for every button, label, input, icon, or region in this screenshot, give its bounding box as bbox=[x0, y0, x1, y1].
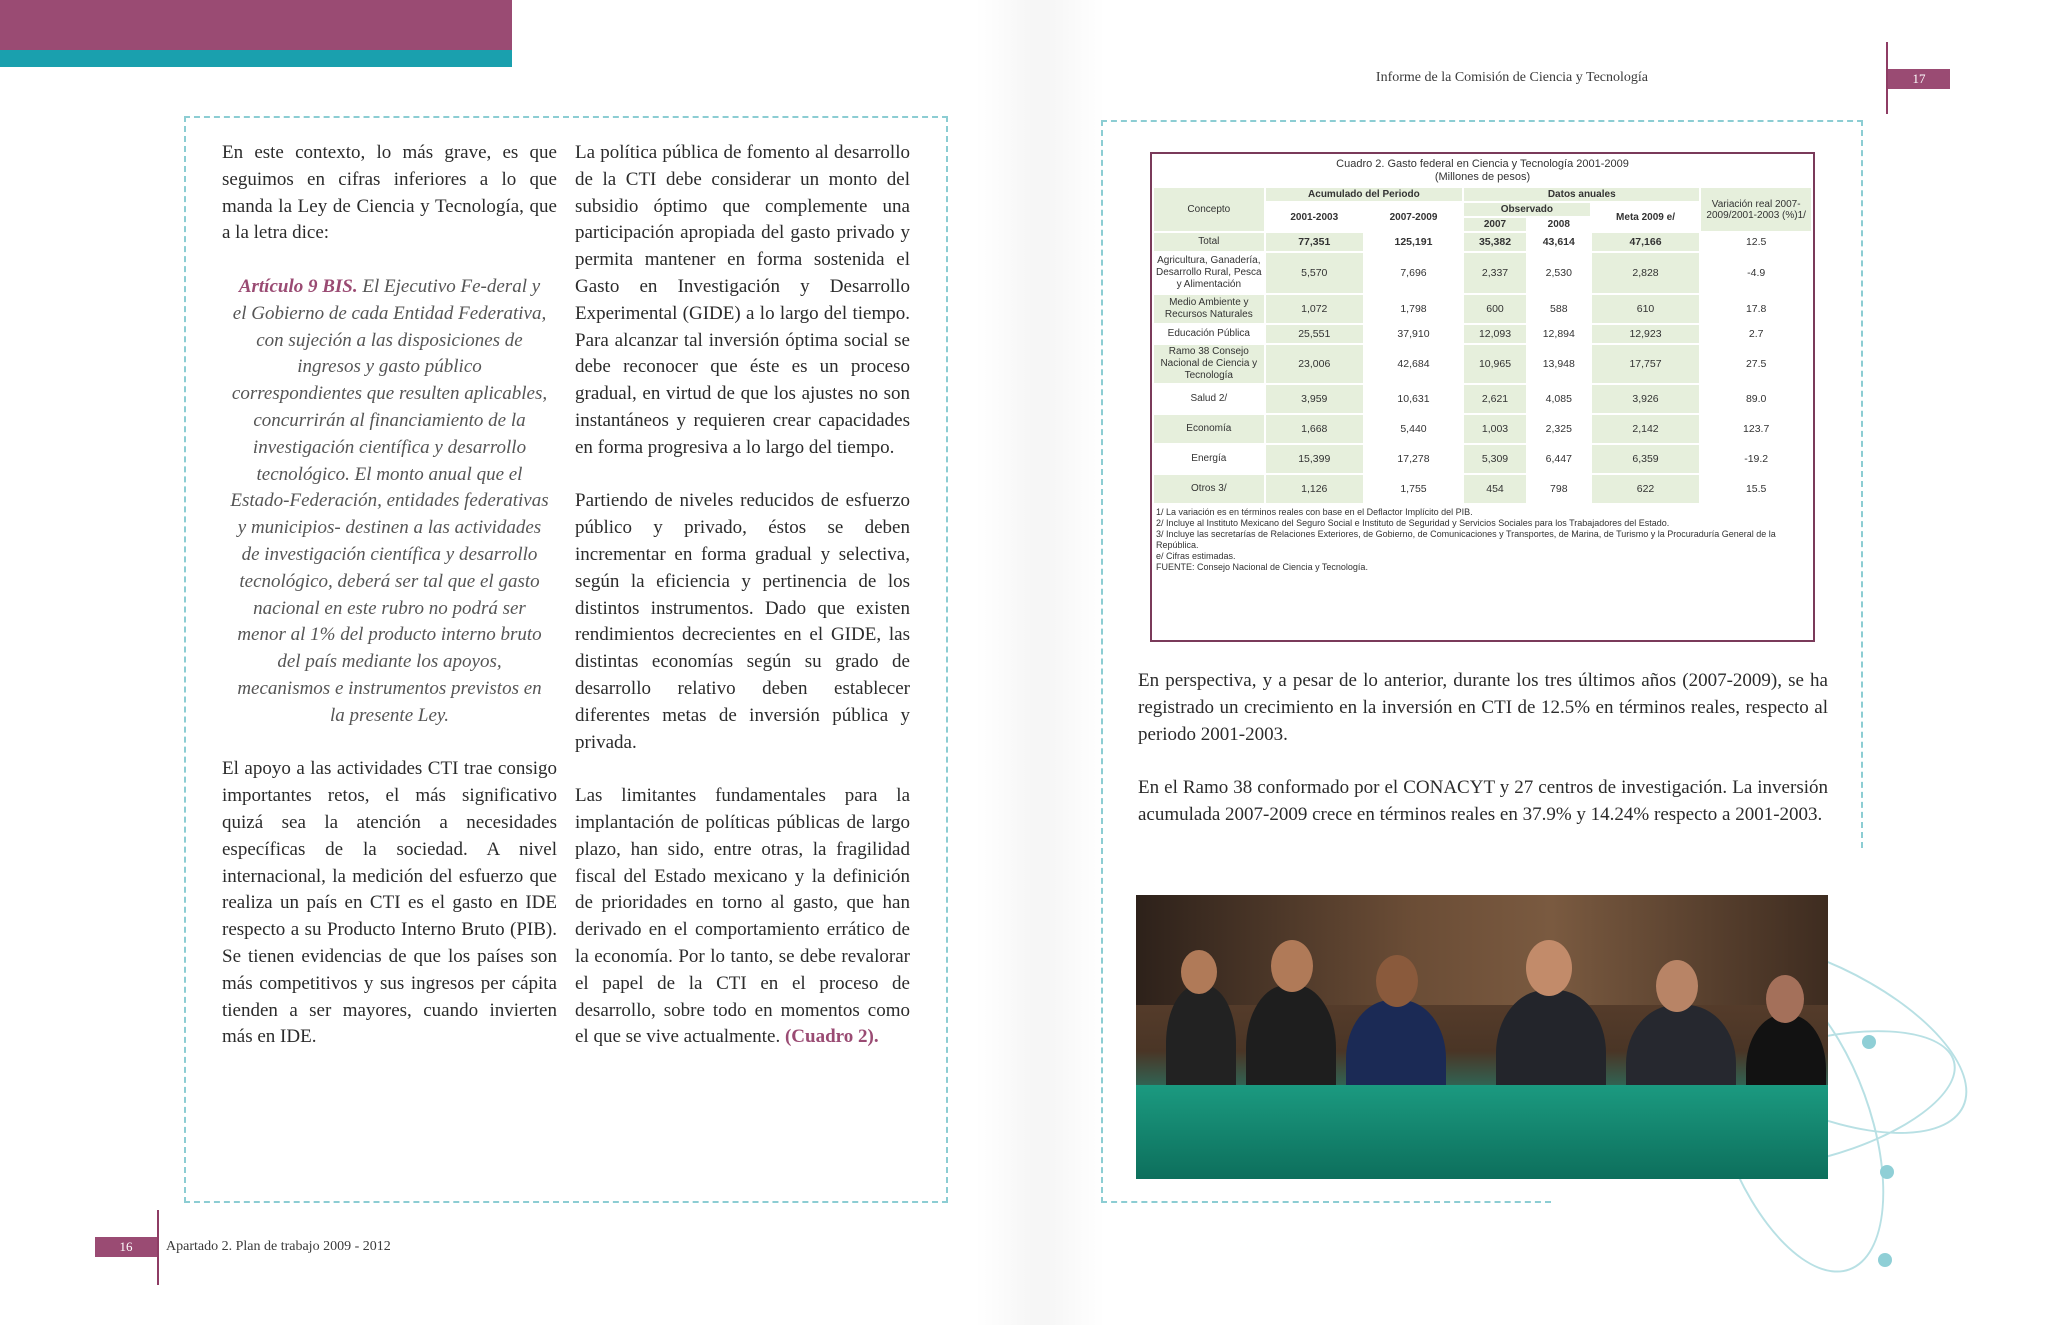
header-2007-2009: 2007-2009 bbox=[1365, 203, 1462, 231]
row-value: 23,006 bbox=[1266, 345, 1363, 383]
table-row bbox=[1154, 415, 1811, 443]
orbit-dot-2 bbox=[1880, 1165, 1894, 1179]
row-value: 622 bbox=[1592, 475, 1700, 503]
header-meta-2009: Meta 2009 e/ bbox=[1592, 203, 1700, 231]
table-row bbox=[1154, 475, 1811, 503]
text-column-3 bbox=[1138, 668, 1828, 856]
row-value: 10,965 bbox=[1464, 345, 1526, 383]
row-value: 1,072 bbox=[1266, 295, 1363, 323]
header-2001-2003: 2001-2003 bbox=[1266, 203, 1363, 231]
photo-tablecloth bbox=[1136, 1085, 1828, 1179]
row-value: 12,923 bbox=[1592, 325, 1700, 343]
header-concepto: Concepto bbox=[1154, 188, 1264, 231]
table-row bbox=[1154, 445, 1811, 473]
row-concept: Educación Pública bbox=[1154, 325, 1264, 343]
table-row bbox=[1154, 295, 1811, 323]
running-footer: Apartado 2. Plan de trabajo 2009 - 2012 bbox=[166, 1239, 391, 1254]
header-bar-teal bbox=[0, 50, 512, 67]
orbit-dot-1 bbox=[1862, 1035, 1876, 1049]
quote-label: Artículo 9 BIS. bbox=[238, 275, 358, 297]
table-row bbox=[1154, 385, 1811, 413]
row-value: 15,399 bbox=[1266, 445, 1363, 473]
table-notes bbox=[1152, 505, 1813, 575]
table-row bbox=[1154, 325, 1811, 343]
row-value: 600 bbox=[1464, 295, 1526, 323]
data-table-cuadro-2 bbox=[1150, 152, 1815, 642]
header-2007: 2007 bbox=[1464, 218, 1526, 231]
right-page-frame-right bbox=[1861, 120, 1863, 848]
table-body bbox=[1154, 233, 1811, 503]
table-grid bbox=[1152, 186, 1813, 505]
row-concept: Agricultura, Ganadería, Desarrollo Rural, Pesca y Alimentación bbox=[1154, 253, 1264, 293]
row-value: 37,910 bbox=[1365, 325, 1462, 343]
photo-head bbox=[1656, 960, 1698, 1012]
row-value: 7,696 bbox=[1365, 253, 1462, 293]
row-value: 6,447 bbox=[1528, 445, 1590, 473]
row-value: 2,325 bbox=[1528, 415, 1590, 443]
row-value: 6,359 bbox=[1592, 445, 1700, 473]
right-page-frame-left bbox=[1101, 120, 1103, 1203]
photo-head bbox=[1766, 975, 1804, 1023]
row-concept: Energía bbox=[1154, 445, 1264, 473]
row-value: 798 bbox=[1528, 475, 1590, 503]
table-note: e/ Cifras estimadas. bbox=[1156, 551, 1236, 561]
row-value: 13,948 bbox=[1528, 345, 1590, 383]
text-column-2 bbox=[575, 140, 910, 1078]
paragraph-text: Las limitantes fundamentales para la implantación de políticas públicas de largo plazo, han sido, entre otras, la fragilidad fiscal del Estado mexicano y la definición de prioridades en torno al gasto, que han derivado en el comportamiento errático de la economía. Por lo tanto, se debe revalorar el papel de la CTI en el proceso de desarrollo, sobre todo en momentos como el que se vive actualmente. bbox=[575, 785, 910, 1048]
photo-head bbox=[1181, 950, 1217, 994]
footer-rule bbox=[157, 1210, 159, 1285]
table-note: 1/ La variación es en términos reales con base en el Deflactor Implícito del PIB. bbox=[1156, 507, 1473, 517]
row-value: 125,191 bbox=[1365, 233, 1462, 251]
meeting-photo bbox=[1136, 895, 1828, 1179]
row-value: 43,614 bbox=[1528, 233, 1590, 251]
paragraph: El apoyo a las actividades CTI trae consigo importantes retos, el más significativo quizá sea la atención a necesidades específicas de la sociedad. A nivel internacional, la medición del esfuerzo que realiza un país en CTI es el gasto en IDE respecto a su Producto Interno Bruto (PIB). Se tienen evidencias de que los países son más competitivos y sus ingresos per cápita tienden a ser mayores, cuando invierten más en IDE. bbox=[222, 758, 557, 1048]
row-concept: Medio Ambiente y Recursos Naturales bbox=[1154, 295, 1264, 323]
photo-head bbox=[1271, 940, 1313, 992]
orbit-dot-3 bbox=[1878, 1253, 1892, 1267]
table-note: 3/ Incluye las secretarías de Relaciones Exteriores, de Gobierno, de Comunicaciones y Transportes, de Marina, de Turismo y la Procuraduría General de la República. bbox=[1156, 529, 1776, 550]
table-reference-link[interactable]: (Cuadro 2). bbox=[784, 1026, 879, 1048]
row-value: 454 bbox=[1464, 475, 1526, 503]
paragraph: Partiendo de niveles reducidos de esfuerzo público y privado, éstos se deben incrementar en forma gradual y selectiva, según la eficiencia y pertinencia de los distintos instrumentos. Dado que existen rendimientos decrecientes en el GIDE, las distintas economías según su grado de desarrollo relativo deben establecer diferentes metas de inversión pública y privada. bbox=[575, 490, 910, 753]
table-subtitle: (Millones de pesos) bbox=[1434, 171, 1531, 183]
row-value: 15.5 bbox=[1701, 475, 1811, 503]
row-value: 4,085 bbox=[1528, 385, 1590, 413]
row-value: 5,440 bbox=[1365, 415, 1462, 443]
header-acumulado: Acumulado del Periodo bbox=[1266, 188, 1462, 201]
row-value: 1,003 bbox=[1464, 415, 1526, 443]
row-value: 12.5 bbox=[1701, 233, 1811, 251]
row-concept: Ramo 38 Consejo Nacional de Ciencia y Tecnología bbox=[1154, 345, 1264, 383]
row-value: 1,668 bbox=[1266, 415, 1363, 443]
row-value: 35,382 bbox=[1464, 233, 1526, 251]
row-value: -4.9 bbox=[1701, 253, 1811, 293]
table-row bbox=[1154, 253, 1811, 293]
row-value: 89.0 bbox=[1701, 385, 1811, 413]
header-2008: 2008 bbox=[1528, 218, 1590, 231]
row-value: 3,959 bbox=[1266, 385, 1363, 413]
row-concept: Total bbox=[1154, 233, 1264, 251]
row-value: 588 bbox=[1528, 295, 1590, 323]
row-value: 12,093 bbox=[1464, 325, 1526, 343]
row-value: 1,755 bbox=[1365, 475, 1462, 503]
row-value: 123.7 bbox=[1701, 415, 1811, 443]
table-note: 2/ Incluye al Instituto Mexicano del Seguro Social e Instituto de Seguridad y Servicios Sociales para los Trabajadores del Estado. bbox=[1156, 518, 1670, 528]
table-title bbox=[1152, 154, 1813, 184]
photo-head bbox=[1376, 955, 1418, 1007]
row-value: 47,166 bbox=[1592, 233, 1700, 251]
paragraph: La política pública de fomento al desarrollo de la CTI debe considerar un monto del subsidio óptimo que complemente una participación apropiada del gasto privado y permita mantener en forma sostenida el Gasto en Investigación y Desarrollo Experimental (GIDE) a lo largo del tiempo. Para alcanzar tal inversión óptima social se debe reconocer que éste es un proceso gradual, en virtud de que los ajustes no son instantáneos y requieren crear capacidades en forma progresiva a lo largo del tiempo. bbox=[575, 142, 910, 458]
row-value: -19.2 bbox=[1701, 445, 1811, 473]
page-number-right: 17 bbox=[1888, 69, 1950, 89]
header-datos-anuales: Datos anuales bbox=[1464, 188, 1699, 201]
paragraph: En este contexto, lo más grave, es que seguimos en cifras inferiores a lo que manda la Ley de Ciencia y Tecnología, que a la letra dice: bbox=[222, 142, 557, 244]
header-variacion: Variación real 2007-2009/2001-2003 (%)1/ bbox=[1701, 188, 1811, 231]
table-note: FUENTE: Consejo Nacional de Ciencia y Tecnología. bbox=[1156, 562, 1368, 572]
row-value: 1,126 bbox=[1266, 475, 1363, 503]
running-header: Informe de la Comisión de Ciencia y Tecnología bbox=[1375, 70, 1648, 85]
row-value: 17.8 bbox=[1701, 295, 1811, 323]
page-number-left: 16 bbox=[95, 1237, 157, 1257]
row-value: 5,570 bbox=[1266, 253, 1363, 293]
row-concept: Economía bbox=[1154, 415, 1264, 443]
row-value: 17,757 bbox=[1592, 345, 1700, 383]
header-bar-purple bbox=[0, 0, 512, 50]
right-page-frame-bottom bbox=[1101, 1201, 1551, 1203]
row-value: 27.5 bbox=[1701, 345, 1811, 383]
row-value: 2,142 bbox=[1592, 415, 1700, 443]
spread-gutter-shadow bbox=[975, 0, 1105, 1325]
paragraph bbox=[575, 783, 910, 1051]
header-observado: Observado bbox=[1464, 203, 1590, 216]
row-value: 2,530 bbox=[1528, 253, 1590, 293]
text-column-1 bbox=[222, 140, 557, 1078]
photo-wall bbox=[1136, 895, 1828, 1005]
table-row bbox=[1154, 345, 1811, 383]
row-value: 77,351 bbox=[1266, 233, 1363, 251]
quote-text: El Ejecutivo Fe-deral y el Gobierno de cada Entidad Federativa, con sujeción a las disposiciones de ingresos y gasto público correspondientes que resulten aplicables, concurrirán al financiamiento de la investigación científica y desarrollo tecnológico. El monto anual que el Estado-Federación, entidades federativas y municipios- destinen a las actividades de investigación científica y desarrollo tecnológico, deberá ser tal que el gasto nacional en este rubro no podrá ser menor al 1% del producto interno bruto del país mediante los apoyos, mecanismos e instrumentos previstos en la presente Ley. bbox=[230, 275, 549, 726]
row-value: 1,798 bbox=[1365, 295, 1462, 323]
row-value: 610 bbox=[1592, 295, 1700, 323]
paragraph: En perspectiva, y a pesar de lo anterior, durante los tres últimos años (2007-2009), se ha registrado un crecimiento en la inversión en CTI de 12.5% en términos reales, respecto al periodo 2001-2003. bbox=[1138, 670, 1828, 745]
table-title-text: Cuadro 2. Gasto federal en Ciencia y Tecnología 2001-2009 bbox=[1336, 158, 1629, 170]
row-value: 42,684 bbox=[1365, 345, 1462, 383]
row-value: 5,309 bbox=[1464, 445, 1526, 473]
row-value: 2,828 bbox=[1592, 253, 1700, 293]
row-value: 10,631 bbox=[1365, 385, 1462, 413]
row-concept: Otros 3/ bbox=[1154, 475, 1264, 503]
photo-head bbox=[1526, 940, 1572, 996]
row-value: 12,894 bbox=[1528, 325, 1590, 343]
row-value: 3,926 bbox=[1592, 385, 1700, 413]
law-quote bbox=[230, 274, 549, 730]
row-value: 25,551 bbox=[1266, 325, 1363, 343]
row-value: 17,278 bbox=[1365, 445, 1462, 473]
row-value: 2,337 bbox=[1464, 253, 1526, 293]
row-concept: Salud 2/ bbox=[1154, 385, 1264, 413]
paragraph: En el Ramo 38 conformado por el CONACYT y 27 centros de investigación. La inversión acumulada 2007-2009 crece en términos reales en 37.9% y 14.24% respecto a 2001-2003. bbox=[1138, 777, 1828, 825]
table-row bbox=[1154, 233, 1811, 251]
row-value: 2.7 bbox=[1701, 325, 1811, 343]
row-value: 2,621 bbox=[1464, 385, 1526, 413]
